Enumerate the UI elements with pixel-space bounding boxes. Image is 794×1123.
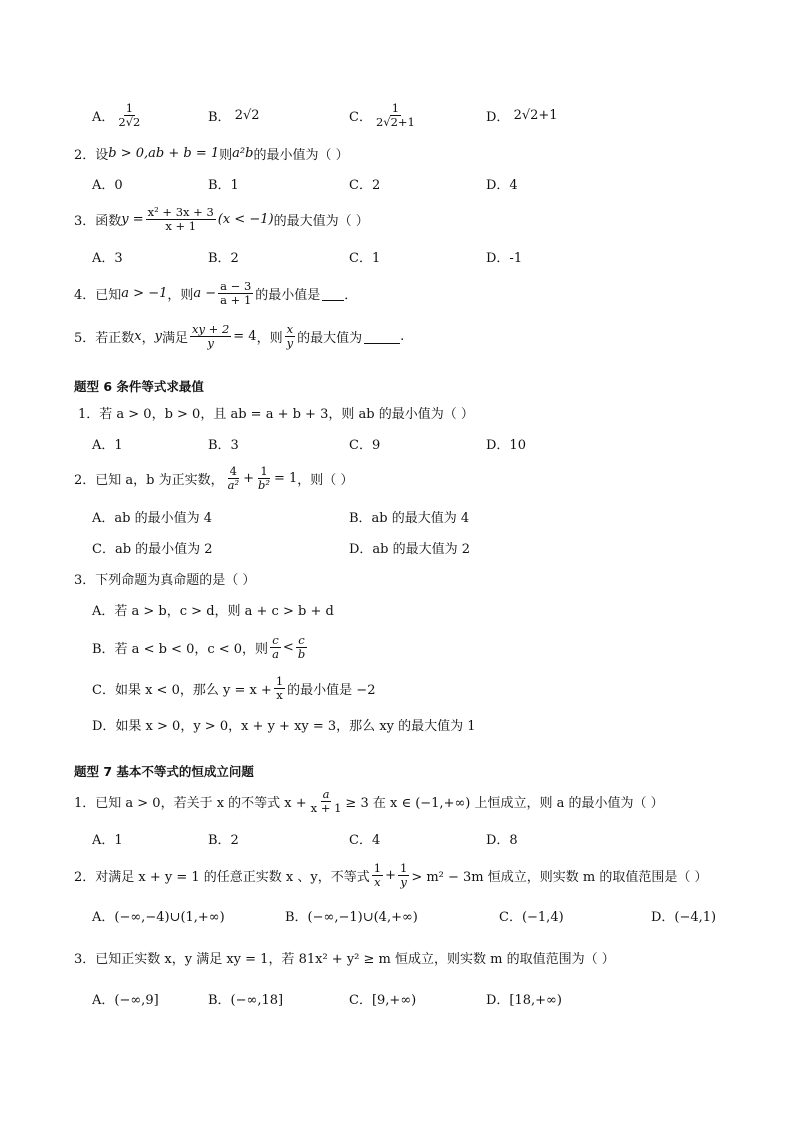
numerator: c [298, 633, 305, 648]
stem-text: 满足 [162, 330, 189, 346]
fraction [270, 634, 281, 659]
option-b-label: B． [208, 109, 231, 125]
option-text: C．如果 x < 0，那么 y = x + [92, 682, 272, 698]
q6-2-stem [0, 462, 794, 494]
q6-3-stem [0, 565, 794, 591]
stem-text: 3．已知正实数 x，y 满足 xy = 1，若 81x² + y² ≥ m 恒成立，则实数 m 的取值范围为（ ） [74, 951, 615, 967]
q7-2-options [0, 902, 794, 928]
stem-text: 的最大值为（ ） [273, 213, 369, 229]
option-c[interactable]: C．ab 的最小值为 2 [92, 541, 213, 557]
condition: b > 0,ab + b = 1 [108, 145, 220, 161]
option-d[interactable] [486, 102, 558, 128]
option-d[interactable]: D．-1 [486, 250, 523, 266]
numerator: xy + 2 [192, 322, 230, 337]
fraction [256, 465, 272, 490]
prev-q1-options [0, 102, 794, 132]
stem-text: ，则 [256, 330, 283, 346]
answer-blank[interactable] [364, 329, 400, 344]
fraction [274, 675, 285, 700]
stem-text: 2．设 [74, 147, 109, 163]
section-title: 题型 6 条件等式求最值 [74, 379, 204, 394]
stem-text: 1．已知 a > 0，若关于 x 的不等式 x + [74, 795, 307, 811]
denominator: y [207, 335, 214, 350]
denominator: 2√2 [118, 114, 141, 129]
option-b[interactable]: B．(−∞,18] [208, 992, 284, 1008]
fraction [218, 280, 253, 305]
option-d[interactable]: D．ab 的最大值为 2 [349, 541, 471, 557]
numerator: 4 [229, 464, 237, 479]
q6-3-option-b [0, 630, 794, 664]
stem-text: ，则（ ） [297, 472, 354, 488]
section-7-heading [0, 758, 794, 784]
q6-1-options [0, 430, 794, 456]
condition: a > −1 [121, 285, 168, 301]
answer-blank[interactable] [322, 286, 344, 301]
option-a[interactable]: A．0 [92, 177, 123, 193]
variable: y [154, 328, 162, 344]
section-title: 题型 7 基本不等式的恒成立问题 [74, 764, 254, 779]
q7-1-options [0, 825, 794, 851]
option-a[interactable]: A．1 [92, 832, 123, 848]
option-d[interactable]: D．10 [486, 437, 526, 453]
expression: y = [121, 211, 144, 227]
stem-text: 的最小值是 [255, 287, 321, 303]
q6-2-options-row1 [0, 503, 794, 529]
q6-3-option-c [0, 671, 794, 705]
numerator: 1 [275, 674, 284, 689]
stem-text: 的最小值为（ ） [253, 147, 349, 163]
option-b[interactable]: B．(−∞,−1)∪(4,+∞) [285, 909, 418, 925]
option-c[interactable]: C．9 [349, 437, 381, 453]
option-a[interactable]: A．3 [92, 250, 123, 266]
operator: < [282, 639, 294, 655]
numerator: 1 [399, 861, 408, 876]
option-c[interactable]: C．1 [349, 250, 381, 266]
denominator: b [297, 646, 306, 661]
expression: a²b [232, 145, 254, 161]
stem-text: ≥ 3 在 x ∈ (−1,+∞) 上恒成立，则 a 的最小值为（ ） [345, 795, 664, 811]
variable: x [134, 328, 142, 344]
stem-text: 2．对满足 x + y = 1 的任意正实数 x 、y，不等式 [74, 869, 370, 885]
option-c[interactable]: C．4 [349, 832, 381, 848]
fraction [296, 634, 307, 659]
q7-1-stem [0, 784, 794, 818]
numerator: 1 [125, 101, 134, 116]
q6-1-stem [0, 399, 794, 425]
condition: (x < −1) [217, 211, 274, 227]
fraction [309, 788, 344, 813]
question-3-stem [0, 203, 794, 235]
stem-text: 4．已知 [74, 287, 122, 303]
question-2-stem [0, 140, 794, 166]
operator: + [385, 867, 396, 883]
stem-text: 的最大值为 [297, 330, 363, 346]
fraction [190, 323, 231, 348]
expression: = 4 [233, 328, 257, 344]
expression: = 1 [273, 470, 298, 486]
fraction [398, 862, 409, 887]
numerator: c [272, 633, 279, 648]
numerator: 1 [391, 101, 400, 116]
option-d-value: 2√2+1 [513, 107, 558, 123]
denominator: a + 1 [220, 292, 252, 307]
denominator: a [272, 646, 279, 661]
option-a[interactable]: A．若 a > b，c > d，则 a + c > b + d [92, 603, 334, 619]
numerator: a [322, 787, 330, 802]
option-b[interactable]: B．2 [208, 250, 239, 266]
option-c[interactable] [349, 102, 419, 128]
option-a[interactable]: A．1 [92, 437, 123, 453]
question-4-stem: 4．已知 a > −1 ，则 a − $\frac{a - 3}{a + 1}$ 的最小值是 ． [74, 279, 358, 307]
question-2-options [0, 170, 794, 196]
fraction [374, 102, 417, 127]
stem-text: ， [141, 330, 155, 346]
denominator: x + 1 [310, 800, 342, 815]
option-d[interactable]: D．8 [486, 832, 518, 848]
option-c[interactable]: C．(−1,4) [499, 909, 564, 925]
stem-text: 5．若正数 [74, 330, 135, 346]
numerator: x² + 3x + 3 [147, 205, 214, 220]
q6-3-option-a [0, 596, 794, 622]
option-text: B．若 a < b < 0，c < 0，则 [92, 641, 269, 657]
denominator: a² [227, 477, 240, 492]
numerator: a − 3 [220, 279, 252, 294]
stem-text: > m² − 3m 恒成立，则实数 m 的取值范围是（ ） [411, 869, 708, 885]
numerator: 1 [373, 861, 382, 876]
option-b[interactable] [92, 630, 309, 664]
stem-text: 1．若 a > 0，b > 0，且 ab = a + b + 3，则 ab 的最小值为（ ） [78, 406, 474, 422]
fraction [146, 206, 216, 231]
option-a[interactable]: A．(−∞,−4)∪(1,+∞) [92, 909, 225, 925]
stem-text: 则 [219, 147, 233, 163]
denominator: b² [257, 477, 270, 492]
option-a-label: A． [92, 109, 115, 125]
option-a[interactable]: A．(−∞,9] [92, 992, 159, 1008]
stem-text: 3．函数 [74, 213, 122, 229]
stem-text: 3．下列命题为真命题的是（ ） [74, 572, 256, 588]
option-c[interactable] [92, 671, 375, 705]
q6-2-options-row2 [0, 534, 794, 560]
option-text: 的最小值是 −2 [287, 682, 376, 698]
option-d[interactable]: D．(−4,1) [651, 909, 717, 925]
option-b[interactable]: B．1 [208, 177, 239, 193]
fraction [285, 323, 296, 348]
stem-text: ，则 [167, 287, 194, 303]
option-d[interactable]: D．如果 x > 0，y > 0，x + y + xy = 3，那么 xy 的最大值为 1 [92, 718, 476, 734]
option-a[interactable]: A．ab 的最小值为 4 [92, 510, 212, 526]
denominator: x [374, 874, 381, 889]
numerator: 1 [260, 464, 268, 479]
q7-3-options [0, 985, 794, 1011]
denominator: y [400, 874, 407, 889]
q7-2-stem [0, 859, 794, 891]
expression: a − [193, 285, 217, 301]
option-d-label: D． [486, 109, 510, 125]
numerator: x [286, 322, 294, 337]
option-a[interactable] [92, 102, 144, 128]
question-3-options [0, 243, 794, 269]
denominator: 2√2+1 [375, 114, 415, 129]
option-b-value: 2√2 [234, 107, 260, 123]
fraction [372, 862, 383, 887]
fraction [116, 102, 142, 127]
denominator: y [286, 335, 294, 350]
option-b[interactable]: B．ab 的最大值为 4 [349, 510, 470, 526]
operator: + [243, 470, 254, 486]
option-b[interactable] [208, 102, 260, 128]
question-5-stem: 5．若正数 x ， y 满足 $\frac{xy + 2}{y}$ = 4 ，则 $\frac{x}{y}$ 的最大值为 . [74, 322, 405, 350]
denominator: x + 1 [165, 218, 197, 233]
denominator: x [276, 687, 283, 702]
q6-3-option-d [0, 711, 794, 737]
option-c[interactable]: C．[9,+∞) [349, 992, 417, 1008]
stem-text: 2．已知 a，b 为正实数， [74, 472, 224, 488]
section-6-heading [0, 373, 794, 399]
fraction [226, 465, 241, 490]
option-b[interactable]: B．3 [208, 437, 239, 453]
option-d[interactable]: D．[18,+∞) [486, 992, 562, 1008]
option-c-label: C． [349, 109, 372, 125]
q7-3-stem [0, 944, 794, 970]
option-b[interactable]: B．2 [208, 832, 239, 848]
option-d[interactable]: D．4 [486, 177, 518, 193]
option-c[interactable]: C．2 [349, 177, 381, 193]
